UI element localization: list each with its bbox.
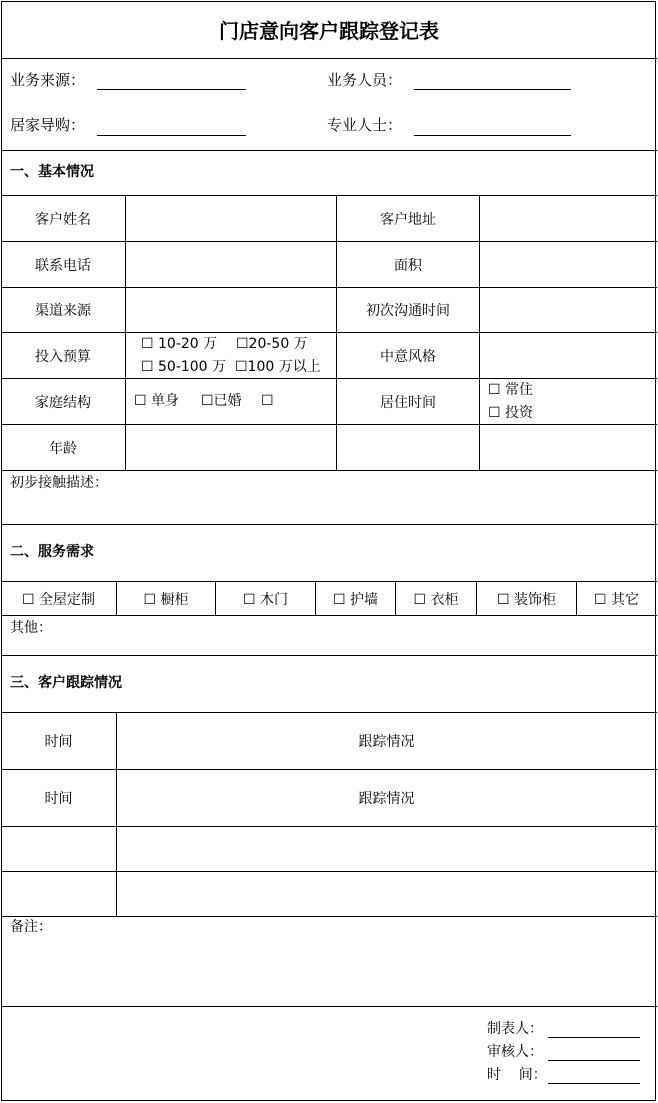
residence-option[interactable]: ☐ 常住 bbox=[488, 382, 534, 398]
budget-label: 投入预算 bbox=[35, 348, 91, 365]
residence-option[interactable]: ☐ 投资 bbox=[488, 405, 534, 421]
area-label: 面积 bbox=[394, 257, 422, 274]
other-label: 其他： bbox=[10, 620, 52, 636]
reviewed-by-field[interactable] bbox=[548, 1060, 640, 1061]
divider bbox=[1, 524, 657, 525]
phone-input[interactable] bbox=[126, 242, 336, 287]
tracking-time-input[interactable] bbox=[1, 872, 116, 916]
tracking-status-input[interactable] bbox=[117, 827, 656, 871]
divider bbox=[1, 470, 657, 471]
made-by-field[interactable] bbox=[548, 1037, 640, 1038]
service-option-wall-panel[interactable]: ☐ 护墙 bbox=[332, 591, 378, 608]
tracking-time-label: 时间 bbox=[44, 734, 73, 750]
home-guide-label: 居家导购： bbox=[10, 116, 86, 134]
professional-label: 专业人士： bbox=[327, 116, 403, 134]
divider bbox=[1, 150, 657, 151]
divider bbox=[1, 1006, 657, 1007]
service-option-wardrobe[interactable]: ☐ 衣柜 bbox=[413, 591, 459, 608]
style-label: 中意风格 bbox=[380, 348, 436, 365]
phone-label: 联系电话 bbox=[35, 257, 91, 274]
form-title: 门店意向客户跟踪登记表 bbox=[219, 19, 439, 43]
date-field[interactable] bbox=[548, 1083, 640, 1084]
blank-cell[interactable] bbox=[480, 425, 656, 470]
budget-option[interactable]: ☐ 10-20 万 bbox=[141, 336, 218, 352]
family-option[interactable]: ☐ bbox=[261, 393, 274, 409]
business-source-field[interactable] bbox=[97, 89, 246, 90]
divider bbox=[1, 58, 657, 59]
tracking-status-label: 跟踪情况 bbox=[358, 734, 415, 750]
made-by-label: 制表人： bbox=[487, 1021, 543, 1037]
service-option-other[interactable]: ☐ 其它 bbox=[593, 591, 639, 608]
tracking-status-label: 跟踪情况 bbox=[358, 791, 415, 807]
remarks-label: 备注： bbox=[10, 919, 52, 935]
form-frame bbox=[1, 1, 656, 1101]
tracking-status-input[interactable] bbox=[117, 872, 656, 916]
customer-address-input[interactable] bbox=[480, 196, 656, 241]
family-label: 家庭结构 bbox=[35, 394, 91, 411]
professional-field[interactable] bbox=[414, 135, 571, 136]
age-input[interactable] bbox=[126, 425, 336, 470]
section-service-heading: 二、服务需求 bbox=[10, 544, 94, 560]
service-option-cabinet[interactable]: ☐ 橱柜 bbox=[143, 591, 189, 608]
home-guide-field[interactable] bbox=[97, 135, 246, 136]
family-option[interactable]: ☐已婚 bbox=[201, 393, 242, 409]
first-contact-input[interactable] bbox=[480, 288, 656, 332]
budget-option[interactable]: ☐100 万以上 bbox=[235, 359, 321, 375]
salesperson-label: 业务人员： bbox=[327, 71, 403, 89]
business-source-label: 业务来源： bbox=[10, 71, 86, 89]
customer-name-input[interactable] bbox=[126, 196, 336, 241]
reviewed-by-label: 审核人： bbox=[487, 1044, 543, 1060]
channel-input[interactable] bbox=[126, 288, 336, 332]
date-label: 时 间： bbox=[487, 1067, 547, 1083]
salesperson-field[interactable] bbox=[414, 89, 571, 90]
section-tracking-heading: 三、客户跟踪情况 bbox=[10, 675, 122, 691]
divider bbox=[1, 655, 657, 656]
budget-option[interactable]: ☐ 50-100 万 bbox=[141, 359, 227, 375]
divider bbox=[1, 916, 657, 917]
service-option-door[interactable]: ☐ 木门 bbox=[242, 591, 288, 608]
service-option-decor-cabinet[interactable]: ☐ 装饰柜 bbox=[496, 591, 556, 608]
customer-address-label: 客户地址 bbox=[380, 211, 436, 228]
style-input[interactable] bbox=[480, 333, 656, 378]
residence-label: 居住时间 bbox=[380, 394, 436, 411]
channel-label: 渠道来源 bbox=[35, 303, 91, 319]
divider bbox=[1, 615, 657, 616]
service-option-whole-house[interactable]: ☐ 全屋定制 bbox=[21, 591, 95, 608]
budget-option[interactable]: ☐20-50 万 bbox=[236, 336, 308, 352]
initial-desc-label: 初步接触描述： bbox=[10, 475, 108, 491]
age-label: 年龄 bbox=[49, 440, 77, 457]
blank-cell[interactable] bbox=[337, 425, 479, 470]
tracking-time-input[interactable] bbox=[1, 827, 116, 871]
customer-name-label: 客户姓名 bbox=[35, 211, 91, 228]
section-basic-heading: 一、基本情况 bbox=[10, 164, 94, 180]
family-option[interactable]: ☐ 单身 bbox=[134, 393, 180, 409]
tracking-time-label: 时间 bbox=[44, 791, 73, 807]
area-input[interactable] bbox=[480, 242, 656, 287]
first-contact-label: 初次沟通时间 bbox=[366, 303, 450, 319]
